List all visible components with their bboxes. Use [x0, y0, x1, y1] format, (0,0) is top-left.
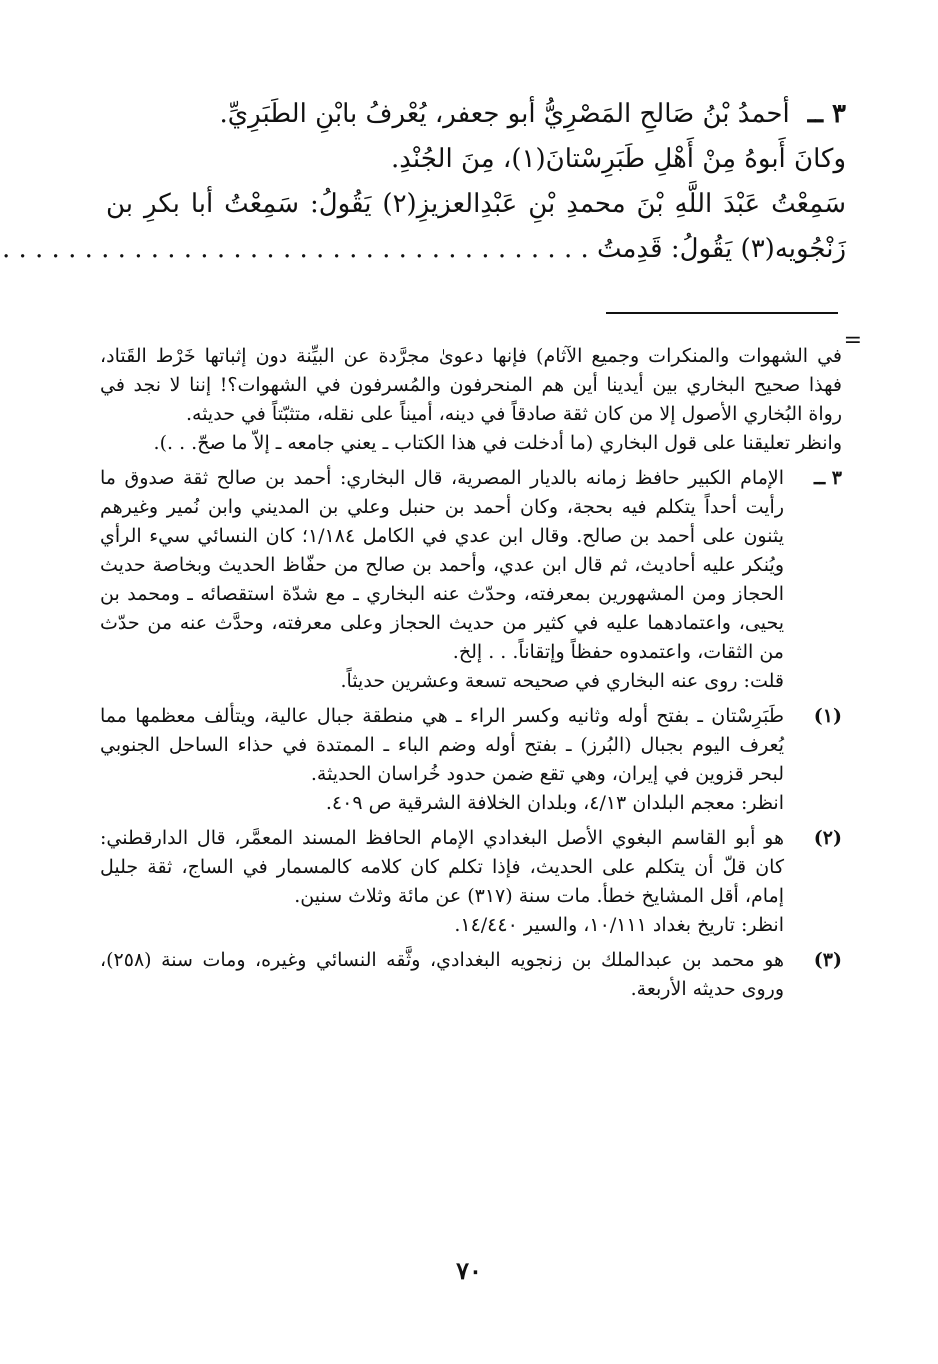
footnote-paragraph: هو محمد بن عبدالملك بن زنجويه البغدادي، وثَّقه النسائي وغيره، ومات سنة (٢٥٨)، وروى حديثه الأربعة. — [100, 949, 784, 1000]
entry-line-1 — [106, 92, 846, 137]
footnote-3 — [100, 946, 842, 1004]
footnotes-section — [100, 342, 842, 1004]
footnote-label: (١) — [813, 705, 842, 727]
ellipsis-dots: . . . . . . . . . . . . . . . . . . . . . . . . . . . . . . . . . . . . — [1, 234, 589, 264]
footnote-label: ٣ ــ — [814, 467, 842, 489]
entry-number: ٣ ــ — [807, 99, 846, 129]
footnote-label: (٢) — [813, 827, 842, 849]
entry-line-1-text: أحمدُ بْنُ صَالحِ المَصْرِيُّ أبو جعفر، يُعْرفُ بابْنِ الطَبَرِيِّ. — [219, 99, 790, 129]
entry-line-3: سَمِعْتُ عَبْدَ اللَّهِ بْنَ محمدِ بْنِ عَبْدِالعزيزِ(٢) يَقُولُ: سَمِعْتُ أبا بكرِ بن — [106, 189, 847, 219]
entry-line-2: وكانَ أَبوهُ مِنْ أَهْلِ طَبَرِسْتانَ(١)، مِنَ الجُنْدِ. — [391, 144, 846, 174]
footnote-body — [100, 464, 784, 696]
footnote-1 — [100, 702, 842, 818]
footnote-paragraph: قلت: روى عنه البخاري في صحيحه تسعة وعشرين حديثاً. — [340, 670, 784, 692]
entry-line-4 — [1, 227, 846, 272]
footnote-paragraph: انظر: تاريخ بغداد ١٠/١١١، والسير ١٤/٤٤٠. — [454, 914, 784, 936]
continuation-mark: = — [843, 328, 862, 353]
footnote-biography — [100, 464, 842, 696]
footnote-body — [100, 702, 784, 818]
continuation-paragraph: في الشهوات والمنكرات وجميع الآثام) فإنها دعوىٰ مجرَّدة عن البيِّنة دون إثباتها خَرْط القَتاد، فهذا صحيح البخاري بين أيدينا أين هم المنحرفون والمُسرفون في الشهوات؟! إننا لا نجد في رواة البُخاري الأصول إلا من كان ثقة صادقاً في دينه، أميناً على نقله، متثبّتاً في حديثه. — [100, 345, 842, 425]
footnote-body — [100, 946, 784, 1004]
footnote-paragraph: الإمام الكبير حافظ زمانه بالديار المصرية، قال البخاري: أحمد بن صالح ثقة صدوق ما رأيت أحداً يتكلم فيه بحجة، وكان أحمد بن حنبل وعلي بن المديني وابن نُمير وغيرهم يثنون على أحمد بن صالح. وقال ابن عدي في الكامل ١/١٨٤؛ كان النسائي سيء الرأي ويُنكر عليه أحاديث، ثم قال ابن عدي، وأحمد بن صالح من حفّاظ الحديث وبخاصة حديث الحجاز ومن المشهورين بمعرفته، وحدّث عنه البخاري ـ مع شدّة استقصائه ـ ومحمد بن يحيى، واعتمادهما عليه في كثير من حديث الحجاز وعلى معرفته، وحدَّث عنه من حدّث من الثقات، واعتمدوه حفظاً وإتقاناً. . . إلخ. — [100, 467, 784, 663]
footnote-body — [100, 824, 784, 940]
footnote-paragraph: طَبَرِسْتان ـ بفتح أوله وثانيه وكسر الراء ـ هي منطقة جبال عالية، ويتألف معظمها مما يُعرف اليوم بجبال (البُرز) ـ بفتح أوله وضم الباء ـ الممتدة في حذاء الساحل الجنوبي لبحر قزوين في إيران، وهي تقع ضمن حدود خُراسان الحديثة. — [100, 705, 784, 785]
continuation-note — [100, 342, 842, 458]
entry-line-4-text: زَنْجُويه(٣) يَقُولُ: قَدِمتُ — [597, 234, 846, 264]
footnote-separator — [606, 312, 838, 314]
footnote-paragraph: انظر: معجم البلدان ٤/١٣، وبلدان الخلافة الشرقية ص ٤٠٩. — [325, 792, 784, 814]
continuation-paragraph: وانظر تعليقنا على قول البخاري (ما أدخلت في هذا الكتاب ـ يعني جامعه ـ إلاّ ما صحّ. . .). — [153, 432, 842, 454]
main-entry — [1, 92, 847, 272]
footnote-label: (٣) — [813, 949, 842, 971]
footnote-paragraph: هو أبو القاسم البغوي الأصل البغدادي الإمام الحافظ المسند المعمَّر، قال الدارقطني: كان قلّ أن يتكلم على الحديث، فإذا تكلم كان كلامه كالمسمار في الساج، ثقة جليل إمام، أقل المشايخ خطأ. مات سنة (٣١٧) عن مائة وثلاث سنين. — [100, 827, 784, 907]
page-number: ٧٠ — [456, 1256, 482, 1285]
footnote-2 — [100, 824, 842, 940]
